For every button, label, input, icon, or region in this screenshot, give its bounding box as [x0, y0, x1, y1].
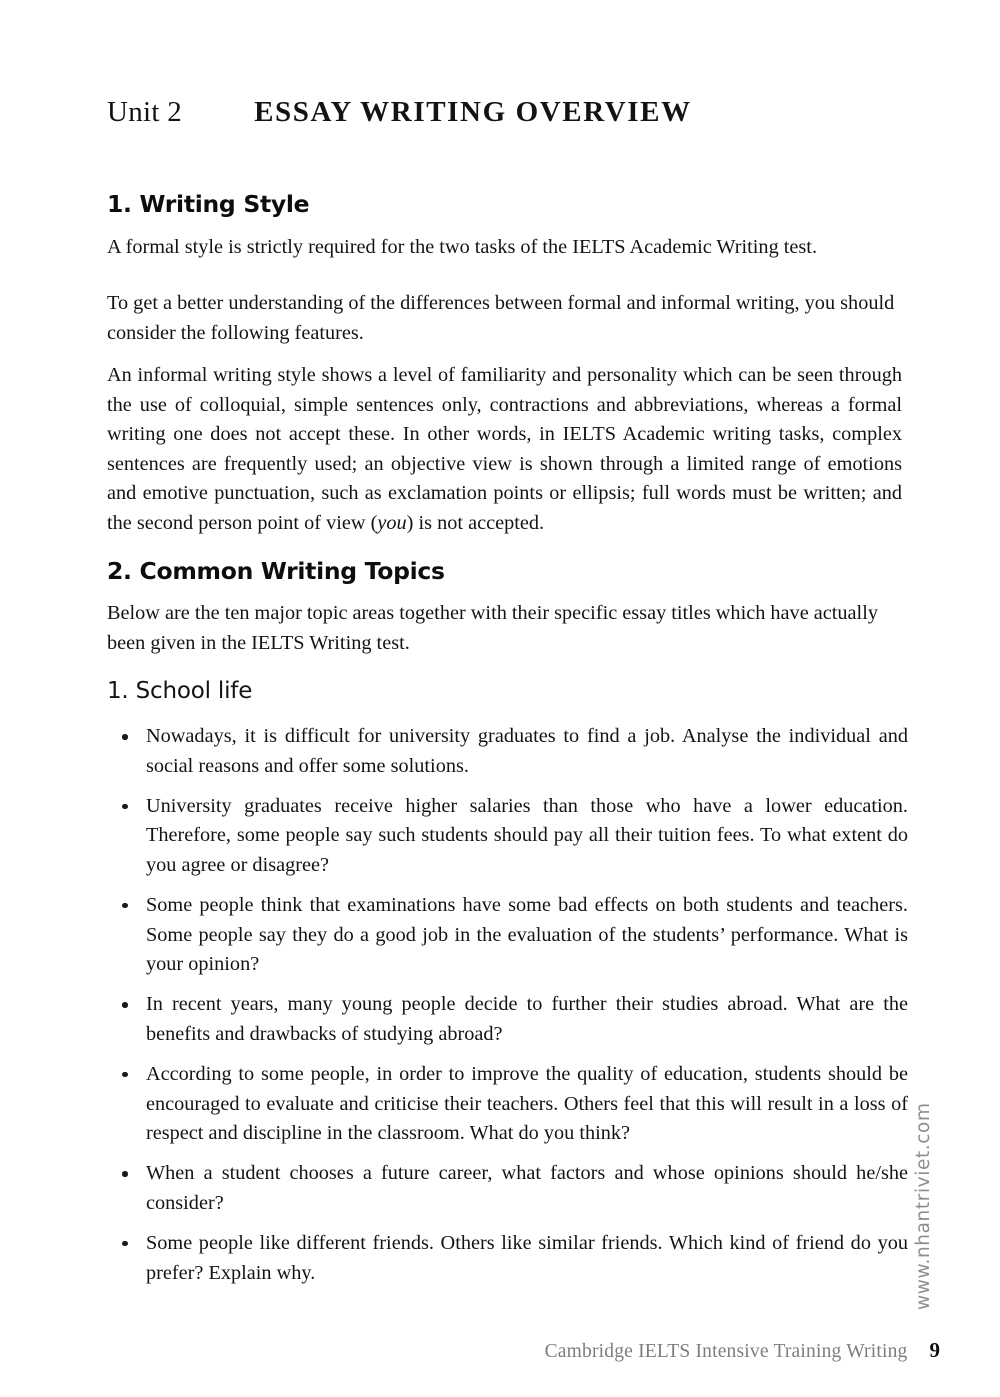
bullet-icon [122, 1002, 128, 1008]
list-item [118, 1159, 908, 1218]
bullet-icon [122, 734, 128, 740]
paragraph-understanding-differences: To get a better understanding of the differences between formal and informal writing, you should consider the following features. [107, 292, 895, 344]
bullet-icon [122, 1171, 128, 1177]
paragraph-topic-areas: Below are the ten major topic areas together with their specific essay titles which have actually been given in the IELTS Writing test. [107, 602, 878, 654]
bullet-icon [122, 903, 128, 909]
italic-you: you [377, 511, 407, 534]
bullet-icon [122, 1241, 128, 1247]
page-footer [0, 1338, 940, 1363]
list-item-text: In recent years, many young people decide to further their studies abroad. What are the benefits and drawbacks of studying abroad? [146, 993, 908, 1045]
list-item-text: When a student chooses a future career, what factors and whose opinions should he/she consider? [146, 1162, 908, 1214]
paragraph-informal-style: An informal writing style shows a level of familiarity and personality which can be seen through the use of colloquial, simple sentences only, contractions and abbreviations, whereas a formal writing one does not accept these. In other words, in IELTS Academic writing tasks, complex sentences are frequently used; an objective view is shown through a limited range of emotions and emotive punctuation, such as exclamation points or ellipsis; full words must be written; and the second person point of view (you) is not accepted. [107, 364, 902, 534]
list-item [118, 1229, 908, 1288]
page-number: 9 [929, 1338, 940, 1362]
page-title: ESSAY WRITING OVERVIEW [254, 96, 692, 128]
list-item-text: According to some people, in order to improve the quality of education, students should be encouraged to evaluate and criticise their teachers. Others feel that this will result in a loss of respect and discipline in the classroom. What do you think? [146, 1062, 908, 1145]
list-item-text: Some people like different friends. Others like similar friends. Which kind of friend do you prefer? Explain why. [146, 1231, 908, 1284]
list-item [118, 891, 908, 980]
unit-label: Unit 2 [107, 96, 183, 128]
site-watermark: www.nhantriviet.com [913, 1102, 934, 1310]
list-item-text: Some people think that examinations have some bad effects on both students and teachers. Some people say they do a good job in the evaluation of the students’ performance. What is your opinion? [146, 893, 908, 976]
list-item-text: University graduates receive higher salaries than those who have a lower education. Therefore, some people say such students should pay all their tuition fees. To what extent do you agree or disagree? [146, 794, 908, 876]
list-item [118, 990, 908, 1049]
list-item [118, 722, 908, 781]
list-item-text: Nowadays, it is difficult for university graduates to find a job. Analyse the individual and social reasons and offer some solutions. [146, 725, 908, 777]
bullet-icon [122, 804, 128, 810]
unit-header [107, 96, 907, 129]
essay-topic-list [118, 722, 908, 1288]
list-item [118, 792, 908, 881]
section-heading-common-topics: 2. Common Writing Topics [107, 557, 445, 585]
bullet-icon [122, 1072, 128, 1078]
section-heading-writing-style: 1. Writing Style [107, 190, 310, 218]
footer-book-title: Cambridge IELTS Intensive Training Writing [544, 1341, 908, 1362]
list-item [118, 1060, 908, 1149]
topic-heading-school-life: 1. School life [107, 678, 253, 704]
paragraph-formal-style: A formal style is strictly required for the two tasks of the IELTS Academic Writing test. [107, 236, 818, 258]
